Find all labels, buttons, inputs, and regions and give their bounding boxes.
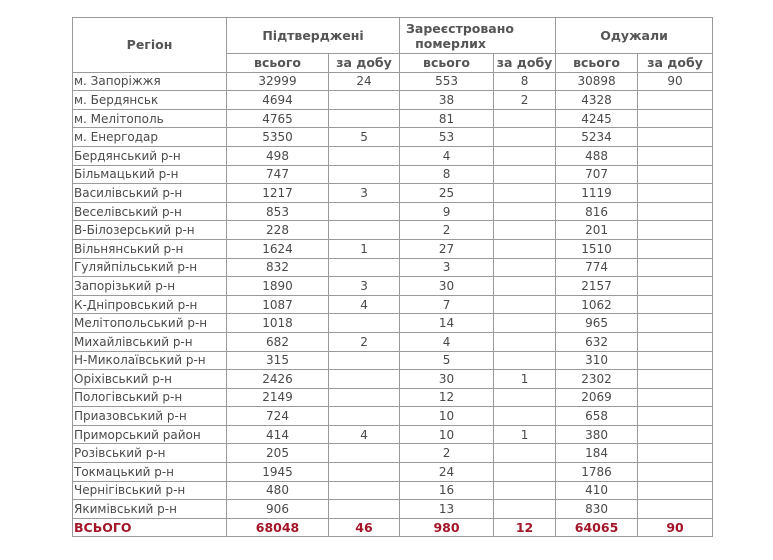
table-row bbox=[73, 277, 713, 296]
header-deaths: Зареєстровано померлих bbox=[400, 18, 556, 54]
recovered-total-cell: 1510 bbox=[556, 239, 638, 258]
deaths-total-cell: 24 bbox=[400, 463, 494, 482]
deaths-total-cell: 4 bbox=[400, 332, 494, 351]
confirmed-per-day-cell bbox=[329, 444, 400, 463]
header-recovered: Одужали bbox=[556, 18, 713, 54]
recovered-per-day-cell bbox=[638, 351, 713, 370]
deaths-per-day-cell bbox=[494, 332, 556, 351]
table-row bbox=[73, 128, 713, 147]
region-cell: Чернігівський р-н bbox=[73, 481, 227, 500]
confirmed-total-cell: 1087 bbox=[227, 295, 329, 314]
recovered-per-day-cell bbox=[638, 481, 713, 500]
table-row bbox=[73, 407, 713, 426]
confirmed-per-day-cell bbox=[329, 407, 400, 426]
table-row bbox=[73, 184, 713, 203]
header-deaths-per-day: за добу bbox=[494, 54, 556, 73]
region-cell: м. Бердянськ bbox=[73, 91, 227, 110]
confirmed-per-day-cell: 4 bbox=[329, 425, 400, 444]
deaths-total-cell: 9 bbox=[400, 202, 494, 221]
deaths-per-day-cell bbox=[494, 146, 556, 165]
region-cell: Вільнянський р-н bbox=[73, 239, 227, 258]
confirmed-per-day-cell: 24 bbox=[329, 72, 400, 91]
recovered-total-cell: 201 bbox=[556, 221, 638, 240]
recovered-per-day-cell bbox=[638, 109, 713, 128]
deaths-per-day-cell bbox=[494, 277, 556, 296]
confirmed-total-cell: 315 bbox=[227, 351, 329, 370]
recovered-per-day-cell bbox=[638, 295, 713, 314]
deaths-per-day-cell: 2 bbox=[494, 91, 556, 110]
total-recovered-per-day-cell: 90 bbox=[638, 518, 713, 537]
deaths-per-day-cell bbox=[494, 202, 556, 221]
table-row bbox=[73, 72, 713, 91]
deaths-total-cell: 3 bbox=[400, 258, 494, 277]
recovered-total-cell: 2157 bbox=[556, 277, 638, 296]
confirmed-per-day-cell bbox=[329, 500, 400, 519]
confirmed-total-cell: 724 bbox=[227, 407, 329, 426]
confirmed-per-day-cell bbox=[329, 388, 400, 407]
deaths-total-cell: 10 bbox=[400, 407, 494, 426]
table-row bbox=[73, 221, 713, 240]
region-cell: Приазовський р-н bbox=[73, 407, 227, 426]
recovered-per-day-cell bbox=[638, 258, 713, 277]
total-recovered-total-cell: 64065 bbox=[556, 518, 638, 537]
confirmed-per-day-cell: 5 bbox=[329, 128, 400, 147]
recovered-total-cell: 774 bbox=[556, 258, 638, 277]
confirmed-per-day-cell bbox=[329, 109, 400, 128]
header-deaths-total: всього bbox=[400, 54, 494, 73]
table-row bbox=[73, 370, 713, 389]
confirmed-per-day-cell: 3 bbox=[329, 184, 400, 203]
deaths-per-day-cell bbox=[494, 351, 556, 370]
total-confirmed-total-cell: 68048 bbox=[227, 518, 329, 537]
recovered-total-cell: 5234 bbox=[556, 128, 638, 147]
total-confirmed-per-day-cell: 46 bbox=[329, 518, 400, 537]
table-row bbox=[73, 314, 713, 333]
table-row bbox=[73, 146, 713, 165]
confirmed-per-day-cell bbox=[329, 370, 400, 389]
deaths-per-day-cell bbox=[494, 184, 556, 203]
deaths-per-day-cell bbox=[494, 239, 556, 258]
confirmed-total-cell: 414 bbox=[227, 425, 329, 444]
deaths-per-day-cell bbox=[494, 407, 556, 426]
recovered-total-cell: 2302 bbox=[556, 370, 638, 389]
recovered-per-day-cell bbox=[638, 91, 713, 110]
header-region: Регіон bbox=[73, 18, 227, 73]
recovered-total-cell: 184 bbox=[556, 444, 638, 463]
deaths-total-cell: 16 bbox=[400, 481, 494, 500]
confirmed-per-day-cell: 4 bbox=[329, 295, 400, 314]
confirmed-total-cell: 1890 bbox=[227, 277, 329, 296]
table-body bbox=[73, 72, 713, 537]
region-cell: м. Мелітополь bbox=[73, 109, 227, 128]
confirmed-total-cell: 2426 bbox=[227, 370, 329, 389]
confirmed-total-cell: 1018 bbox=[227, 314, 329, 333]
confirmed-total-cell: 205 bbox=[227, 444, 329, 463]
confirmed-per-day-cell bbox=[329, 351, 400, 370]
deaths-per-day-cell bbox=[494, 165, 556, 184]
header-recovered-total: всього bbox=[556, 54, 638, 73]
confirmed-total-cell: 4765 bbox=[227, 109, 329, 128]
recovered-per-day-cell bbox=[638, 388, 713, 407]
confirmed-total-cell: 747 bbox=[227, 165, 329, 184]
deaths-total-cell: 553 bbox=[400, 72, 494, 91]
region-cell: В-Білозерський р-н bbox=[73, 221, 227, 240]
region-cell: Бердянський р-н bbox=[73, 146, 227, 165]
recovered-total-cell: 2069 bbox=[556, 388, 638, 407]
deaths-total-cell: 5 bbox=[400, 351, 494, 370]
deaths-per-day-cell bbox=[494, 128, 556, 147]
region-cell: Якимівський р-н bbox=[73, 500, 227, 519]
table-row bbox=[73, 351, 713, 370]
region-cell: Оріхівський р-н bbox=[73, 370, 227, 389]
deaths-per-day-cell bbox=[494, 295, 556, 314]
deaths-total-cell: 53 bbox=[400, 128, 494, 147]
region-cell: м. Запоріжжя bbox=[73, 72, 227, 91]
recovered-per-day-cell bbox=[638, 425, 713, 444]
recovered-per-day-cell bbox=[638, 332, 713, 351]
deaths-per-day-cell bbox=[494, 314, 556, 333]
recovered-total-cell: 488 bbox=[556, 146, 638, 165]
recovered-total-cell: 1786 bbox=[556, 463, 638, 482]
table-row bbox=[73, 295, 713, 314]
table-row bbox=[73, 332, 713, 351]
recovered-per-day-cell bbox=[638, 165, 713, 184]
header-row-groups bbox=[73, 18, 713, 54]
header-confirmed: Підтверджені bbox=[227, 18, 400, 54]
recovered-per-day-cell bbox=[638, 314, 713, 333]
recovered-total-cell: 310 bbox=[556, 351, 638, 370]
recovered-total-cell: 4328 bbox=[556, 91, 638, 110]
table-row bbox=[73, 258, 713, 277]
recovered-per-day-cell bbox=[638, 370, 713, 389]
deaths-total-cell: 8 bbox=[400, 165, 494, 184]
confirmed-total-cell: 228 bbox=[227, 221, 329, 240]
deaths-per-day-cell bbox=[494, 221, 556, 240]
deaths-total-cell: 38 bbox=[400, 91, 494, 110]
confirmed-per-day-cell bbox=[329, 481, 400, 500]
region-cell: Приморський район bbox=[73, 425, 227, 444]
confirmed-per-day-cell bbox=[329, 463, 400, 482]
deaths-total-cell: 81 bbox=[400, 109, 494, 128]
deaths-total-cell: 7 bbox=[400, 295, 494, 314]
table-row bbox=[73, 388, 713, 407]
region-cell: м. Енергодар bbox=[73, 128, 227, 147]
region-cell: Розівський р-н bbox=[73, 444, 227, 463]
recovered-total-cell: 707 bbox=[556, 165, 638, 184]
region-cell: Запорізький р-н bbox=[73, 277, 227, 296]
confirmed-per-day-cell bbox=[329, 202, 400, 221]
confirmed-total-cell: 32999 bbox=[227, 72, 329, 91]
recovered-per-day-cell bbox=[638, 444, 713, 463]
confirmed-total-cell: 832 bbox=[227, 258, 329, 277]
deaths-total-cell: 14 bbox=[400, 314, 494, 333]
recovered-total-cell: 1062 bbox=[556, 295, 638, 314]
deaths-total-cell: 30 bbox=[400, 277, 494, 296]
recovered-per-day-cell bbox=[638, 407, 713, 426]
recovered-total-cell: 410 bbox=[556, 481, 638, 500]
region-cell: Н-Миколаївський р-н bbox=[73, 351, 227, 370]
region-cell: Василівський р-н bbox=[73, 184, 227, 203]
confirmed-total-cell: 4694 bbox=[227, 91, 329, 110]
table-row bbox=[73, 239, 713, 258]
region-cell: Мелітопольський р-н bbox=[73, 314, 227, 333]
deaths-per-day-cell: 8 bbox=[494, 72, 556, 91]
recovered-total-cell: 830 bbox=[556, 500, 638, 519]
table-row bbox=[73, 91, 713, 110]
recovered-total-cell: 1119 bbox=[556, 184, 638, 203]
deaths-per-day-cell bbox=[494, 463, 556, 482]
recovered-per-day-cell bbox=[638, 202, 713, 221]
deaths-total-cell: 25 bbox=[400, 184, 494, 203]
region-cell: Гуляйпільський р-н bbox=[73, 258, 227, 277]
recovered-per-day-cell bbox=[638, 128, 713, 147]
confirmed-per-day-cell bbox=[329, 258, 400, 277]
deaths-total-cell: 30 bbox=[400, 370, 494, 389]
covid-stats-table bbox=[72, 17, 713, 537]
total-region-cell: ВСЬОГО bbox=[73, 518, 227, 537]
deaths-per-day-cell bbox=[494, 258, 556, 277]
recovered-per-day-cell: 90 bbox=[638, 72, 713, 91]
recovered-per-day-cell bbox=[638, 463, 713, 482]
confirmed-total-cell: 906 bbox=[227, 500, 329, 519]
deaths-total-cell: 10 bbox=[400, 425, 494, 444]
deaths-per-day-cell: 1 bbox=[494, 425, 556, 444]
recovered-total-cell: 380 bbox=[556, 425, 638, 444]
total-deaths-total-cell: 980 bbox=[400, 518, 494, 537]
region-cell: Пологівський р-н bbox=[73, 388, 227, 407]
recovered-per-day-cell bbox=[638, 277, 713, 296]
deaths-total-cell: 2 bbox=[400, 444, 494, 463]
recovered-total-cell: 965 bbox=[556, 314, 638, 333]
header-confirmed-total: всього bbox=[227, 54, 329, 73]
deaths-per-day-cell bbox=[494, 388, 556, 407]
confirmed-per-day-cell bbox=[329, 221, 400, 240]
confirmed-per-day-cell bbox=[329, 314, 400, 333]
confirmed-per-day-cell bbox=[329, 165, 400, 184]
deaths-total-cell: 12 bbox=[400, 388, 494, 407]
region-cell: Токмацький р-н bbox=[73, 463, 227, 482]
header-confirmed-per-day: за добу bbox=[329, 54, 400, 73]
confirmed-per-day-cell: 3 bbox=[329, 277, 400, 296]
table-row bbox=[73, 109, 713, 128]
recovered-total-cell: 816 bbox=[556, 202, 638, 221]
confirmed-per-day-cell bbox=[329, 146, 400, 165]
deaths-total-cell: 13 bbox=[400, 500, 494, 519]
deaths-total-cell: 2 bbox=[400, 221, 494, 240]
confirmed-total-cell: 480 bbox=[227, 481, 329, 500]
confirmed-total-cell: 1624 bbox=[227, 239, 329, 258]
total-row bbox=[73, 518, 713, 537]
confirmed-per-day-cell bbox=[329, 91, 400, 110]
table-row bbox=[73, 463, 713, 482]
deaths-per-day-cell bbox=[494, 109, 556, 128]
confirmed-total-cell: 1945 bbox=[227, 463, 329, 482]
table-row bbox=[73, 444, 713, 463]
confirmed-total-cell: 5350 bbox=[227, 128, 329, 147]
confirmed-total-cell: 853 bbox=[227, 202, 329, 221]
deaths-total-cell: 4 bbox=[400, 146, 494, 165]
recovered-total-cell: 30898 bbox=[556, 72, 638, 91]
deaths-per-day-cell: 1 bbox=[494, 370, 556, 389]
recovered-per-day-cell bbox=[638, 184, 713, 203]
recovered-per-day-cell bbox=[638, 239, 713, 258]
region-cell: К-Дніпровський р-н bbox=[73, 295, 227, 314]
deaths-per-day-cell bbox=[494, 500, 556, 519]
table-row bbox=[73, 165, 713, 184]
recovered-total-cell: 658 bbox=[556, 407, 638, 426]
table-row bbox=[73, 202, 713, 221]
confirmed-total-cell: 498 bbox=[227, 146, 329, 165]
region-cell: Більмацький р-н bbox=[73, 165, 227, 184]
recovered-total-cell: 632 bbox=[556, 332, 638, 351]
recovered-per-day-cell bbox=[638, 500, 713, 519]
region-cell: Веселівський р-н bbox=[73, 202, 227, 221]
recovered-per-day-cell bbox=[638, 221, 713, 240]
region-cell: Михайлівський р-н bbox=[73, 332, 227, 351]
table-row bbox=[73, 425, 713, 444]
deaths-total-cell: 27 bbox=[400, 239, 494, 258]
header-recovered-per-day: за добу bbox=[638, 54, 713, 73]
deaths-per-day-cell bbox=[494, 444, 556, 463]
deaths-per-day-cell bbox=[494, 481, 556, 500]
confirmed-per-day-cell: 2 bbox=[329, 332, 400, 351]
confirmed-total-cell: 682 bbox=[227, 332, 329, 351]
recovered-total-cell: 4245 bbox=[556, 109, 638, 128]
table-row bbox=[73, 481, 713, 500]
total-deaths-per-day-cell: 12 bbox=[494, 518, 556, 537]
confirmed-total-cell: 1217 bbox=[227, 184, 329, 203]
recovered-per-day-cell bbox=[638, 146, 713, 165]
confirmed-total-cell: 2149 bbox=[227, 388, 329, 407]
confirmed-per-day-cell: 1 bbox=[329, 239, 400, 258]
table-row bbox=[73, 500, 713, 519]
